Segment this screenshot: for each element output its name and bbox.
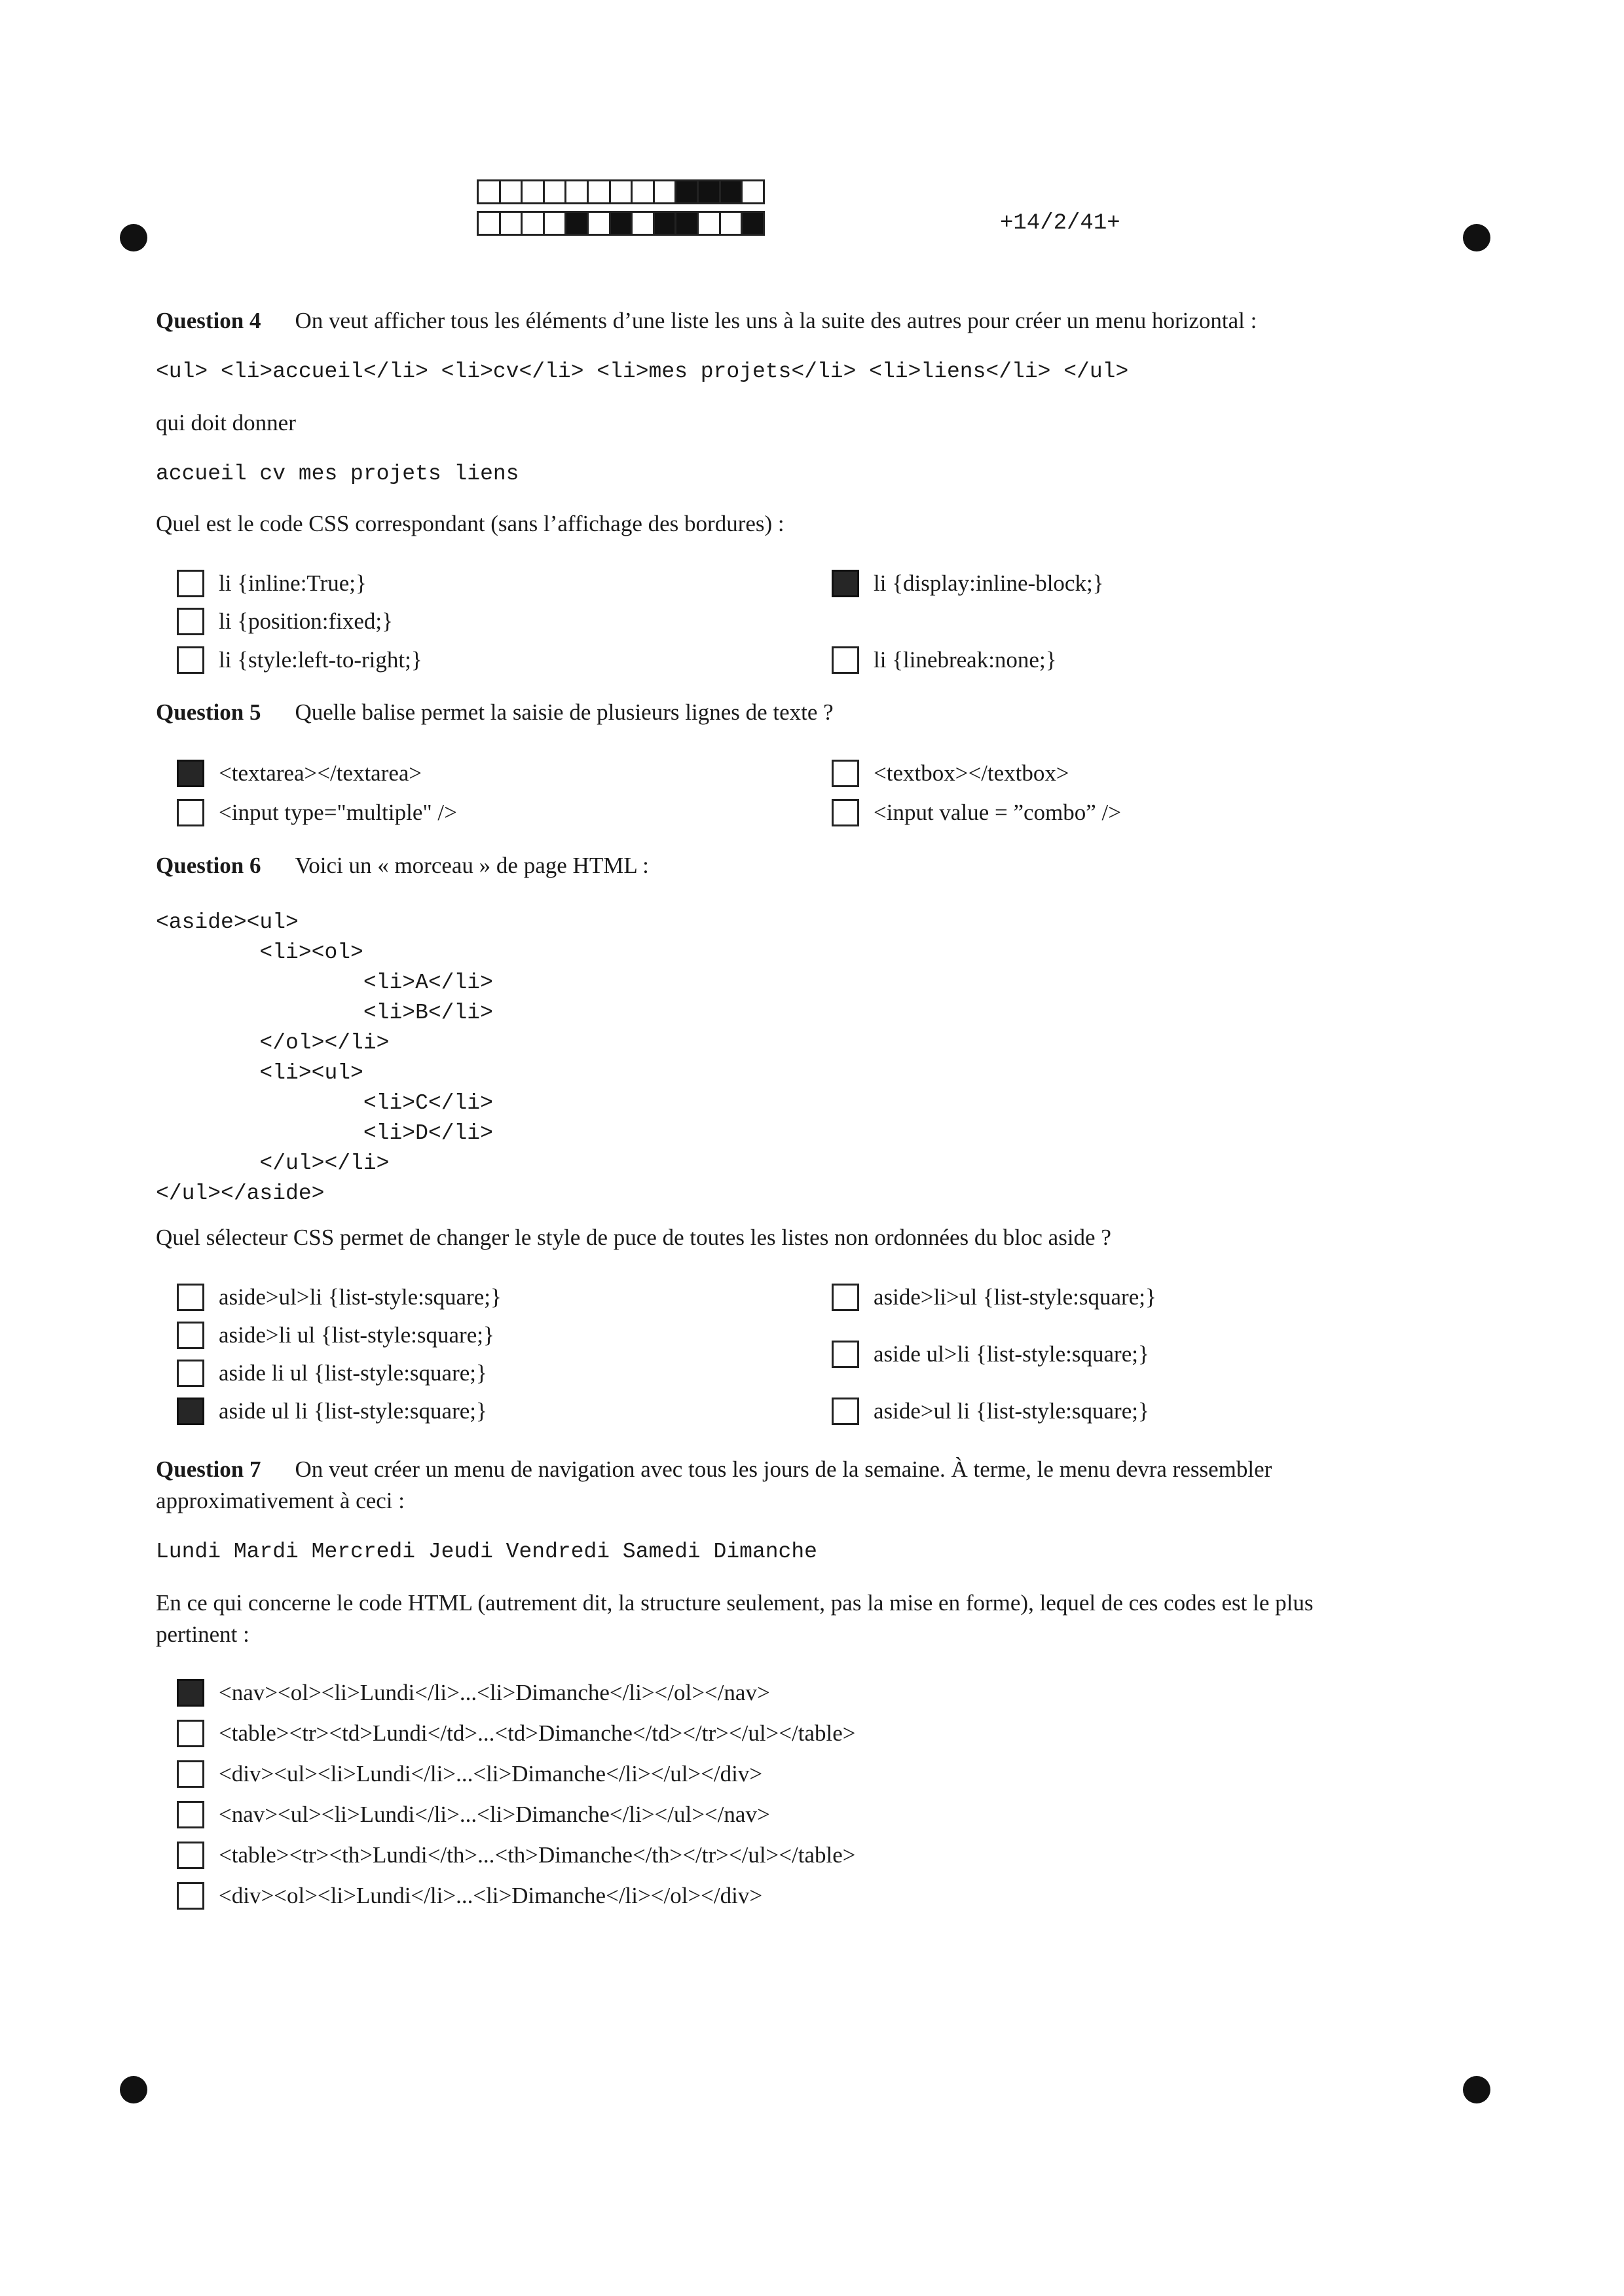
question-7-text-cont: approximativement à ceci : (156, 1488, 405, 1513)
barcode-cell (479, 181, 501, 202)
answer-option[interactable] (177, 1395, 487, 1428)
option-text: <div><ul><li>Lundi</li>...<li>Dimanche</li></ul></div> (219, 1761, 763, 1787)
question-text: Voici un « morceau » de page HTML : (295, 853, 649, 878)
barcode-cell (566, 181, 589, 202)
barcode-top (477, 179, 765, 204)
checkbox[interactable] (177, 1284, 204, 1311)
answer-option[interactable] (177, 644, 422, 676)
option-text: aside ul>li {list-style:square;} (874, 1341, 1149, 1367)
answer-option[interactable] (177, 1798, 770, 1831)
checkbox[interactable] (177, 1842, 204, 1869)
checkbox[interactable] (832, 570, 859, 597)
question-7-heading (156, 1454, 1466, 1485)
answer-option[interactable] (177, 1717, 856, 1750)
option-text: aside li ul {list-style:square;} (219, 1360, 487, 1386)
option-text: <table><tr><td>Lundi</td>...<td>Dimanche</td></tr></ul></table> (219, 1720, 856, 1746)
option-text: aside>ul li {list-style:square;} (874, 1398, 1149, 1424)
question-label: Question 4 (156, 308, 261, 333)
checkbox[interactable] (177, 1760, 204, 1788)
barcode-cell (589, 181, 611, 202)
option-text: li {linebreak:none;} (874, 647, 1057, 673)
checkbox[interactable] (177, 1720, 204, 1747)
answer-option[interactable] (177, 1879, 762, 1912)
option-text: aside>li>ul {list-style:square;} (874, 1284, 1156, 1310)
checkbox[interactable] (177, 799, 204, 826)
question-4-code: <ul> <li>accueil</li> <li>cv</li> <li>mes projets</li> <li>liens</li> </ul> (156, 360, 1129, 384)
barcode-cell (721, 213, 743, 234)
answer-option[interactable] (177, 1357, 487, 1390)
answer-option[interactable] (177, 796, 457, 829)
page-code: +14/2/41+ (1000, 211, 1120, 236)
question-6-prompt: Quel sélecteur CSS permet de changer le style de puce de toutes les listes non ordonnées du bloc aside ? (156, 1225, 1111, 1250)
option-text: li {position:fixed;} (219, 608, 393, 634)
checkbox[interactable] (177, 760, 204, 787)
question-4-result: accueil cv mes projets liens (156, 462, 519, 486)
barcode-cell (655, 213, 677, 234)
barcode-cell (655, 181, 677, 202)
question-text: On veut afficher tous les éléments d’une liste les uns à la suite des autres pour créer un menu horizontal : (295, 308, 1257, 333)
checkbox[interactable] (177, 1360, 204, 1387)
barcode-cell (699, 213, 721, 234)
option-text: aside>li ul {list-style:square;} (219, 1322, 494, 1348)
checkbox[interactable] (177, 1322, 204, 1349)
question-7-result: Lundi Mardi Mercredi Jeudi Vendredi Samedi Dimanche (156, 1540, 817, 1564)
question-7-prompt: En ce qui concerne le code HTML (autrement dit, la structure seulement, pas la mise en forme), lequel de ces codes est le plus (156, 1590, 1314, 1616)
answer-option[interactable] (832, 567, 1103, 600)
checkbox[interactable] (177, 570, 204, 597)
answer-option[interactable] (832, 1281, 1156, 1314)
question-6-heading (156, 850, 1466, 881)
registration-mark-bottom-left (120, 2076, 147, 2103)
checkbox[interactable] (832, 1341, 859, 1368)
checkbox[interactable] (832, 1398, 859, 1425)
option-text: li {style:left-to-right;} (219, 647, 422, 673)
checkbox[interactable] (177, 1398, 204, 1425)
barcode-cell (633, 213, 655, 234)
answer-option[interactable] (177, 1319, 494, 1352)
answer-option[interactable] (177, 605, 393, 638)
barcode-cell (566, 213, 589, 234)
option-text: <input value = ”combo” /> (874, 800, 1122, 825)
question-7-prompt-cont: pertinent : (156, 1621, 249, 1647)
registration-mark-bottom-right (1463, 2076, 1490, 2103)
checkbox[interactable] (832, 1284, 859, 1311)
option-text: <nav><ol><li>Lundi</li>...<li>Dimanche</li></ol></nav> (219, 1680, 770, 1705)
answer-option[interactable] (832, 757, 1069, 790)
barcode-cell (721, 181, 743, 202)
option-text: <nav><ul><li>Lundi</li>...<li>Dimanche</li></ul></nav> (219, 1802, 770, 1827)
answer-option[interactable] (832, 644, 1057, 676)
option-text: aside ul li {list-style:square;} (219, 1398, 487, 1424)
question-5-heading (156, 697, 1466, 728)
question-text: On veut créer un menu de navigation avec tous les jours de la semaine. À terme, le menu devra ressembler (295, 1456, 1272, 1482)
checkbox[interactable] (832, 799, 859, 826)
barcode-cell (743, 181, 763, 202)
answer-option[interactable] (832, 796, 1121, 829)
barcode-cell (523, 181, 545, 202)
barcode-cell (589, 213, 611, 234)
option-text: <textarea></textarea> (219, 760, 422, 786)
barcode-cell (676, 213, 699, 234)
answer-option[interactable] (177, 1676, 770, 1709)
barcode-cell (699, 181, 721, 202)
option-text: <div><ol><li>Lundi</li>...<li>Dimanche</li></ol></div> (219, 1883, 763, 1908)
checkbox[interactable] (177, 1882, 204, 1910)
checkbox[interactable] (177, 1679, 204, 1707)
answer-option[interactable] (177, 1839, 856, 1872)
option-text: <input type="multiple" /> (219, 800, 457, 825)
question-6-code: <aside><ul> <li><ol> <li>A</li> <li>B</li> </ol></li> <li><ul> <li>C</li> <li>D</li> </ul></li> </ul></aside> (156, 910, 493, 1206)
option-text: <table><tr><th>Lundi</th>...<th>Dimanche</th></tr></ul></table> (219, 1842, 856, 1868)
checkbox[interactable] (177, 1801, 204, 1828)
barcode-cell (676, 181, 699, 202)
checkbox[interactable] (832, 646, 859, 674)
question-label: Question 7 (156, 1456, 261, 1482)
barcode-cell (501, 181, 523, 202)
option-text: aside>ul>li {list-style:square;} (219, 1284, 502, 1310)
barcode-bottom (477, 211, 765, 236)
checkbox[interactable] (177, 608, 204, 635)
question-label: Question 6 (156, 853, 261, 878)
option-text: <textbox></textbox> (874, 760, 1069, 786)
barcode-cell (611, 213, 633, 234)
option-text: li {inline:True;} (219, 570, 367, 596)
barcode-cell (611, 181, 633, 202)
barcode-cell (523, 213, 545, 234)
question-4-heading (156, 305, 1466, 337)
option-text: li {display:inline-block;} (874, 570, 1104, 596)
barcode-cell (743, 213, 763, 234)
checkbox[interactable] (177, 646, 204, 674)
question-4-gives: qui doit donner (156, 410, 296, 435)
question-text: Quelle balise permet la saisie de plusieurs lignes de texte ? (295, 699, 834, 725)
question-4-prompt: Quel est le code CSS correspondant (sans l’affichage des bordures) : (156, 511, 784, 536)
barcode-cell (501, 213, 523, 234)
barcode-cell (545, 213, 567, 234)
registration-mark-top-right (1463, 224, 1490, 251)
answer-option[interactable] (177, 567, 367, 600)
answer-option[interactable] (177, 1758, 762, 1790)
barcode-cell (545, 181, 567, 202)
answer-option[interactable] (832, 1338, 1149, 1371)
question-label: Question 5 (156, 699, 261, 725)
answer-option[interactable] (832, 1395, 1149, 1428)
answer-option[interactable] (177, 1281, 502, 1314)
answer-option[interactable] (177, 757, 422, 790)
barcode-cell (479, 213, 501, 234)
registration-mark-top-left (120, 224, 147, 251)
barcode-cell (633, 181, 655, 202)
checkbox[interactable] (832, 760, 859, 787)
